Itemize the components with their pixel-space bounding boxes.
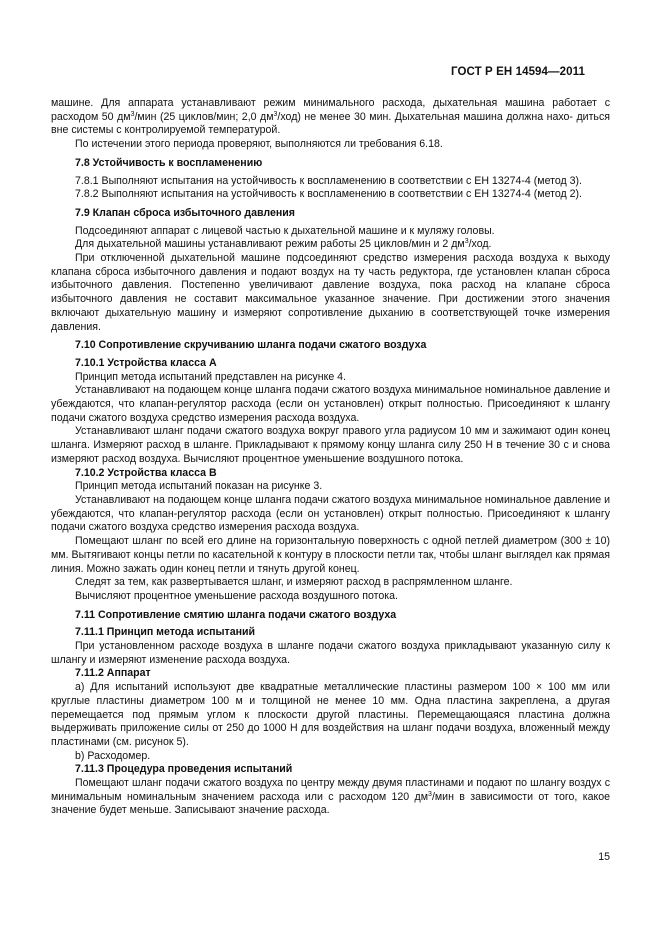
intro-line-2a: расходом 50 дм [51, 110, 131, 123]
paragraph-7-10-2-2: Устанавливают на подающем конце шланга подачи сжатого воздуха минимальное номинальное давление и убеждаются, что клапан-регулятор расхода (если он установлен) открыт полностью. Присоединяют к шлангу подачи сжатого воздуха средство измерения расхода воздуха. [51, 493, 610, 534]
superscript-3: 3 [130, 110, 135, 118]
paragraph-7-11-3-text: Помещают шланг подачи сжатого воздуха по центру между двумя пластинами и подают по шлангу воздух с минимальным номинальным значением расхода или с расходом 120 дм [51, 777, 610, 803]
paragraph-7-10-2-3: Помещают шланг по всей его длине на горизонтальную поверхность с одной петлей диаметром (300 ± 10) мм. Вытягивают концы петли по касательной к контуру в плоскости петли так, чтобы шланг выглядел как прямая линия. Можно зажать один конец петли и тянуть другой конец. [51, 535, 610, 575]
paragraph-7-8-2: 7.8.2 Выполняют испытания на устойчивость к воспламенению в соответствии с ЕН 13274-4 (метод 2). [75, 188, 582, 201]
section-heading-7-10: 7.10 Сопротивление скручиванию шланга подачи сжатого воздуха [75, 339, 427, 352]
paragraph-7-10-2-4: Следят за тем, как развертывается шланг, и измеряют расход в распрямленном шланге. [75, 576, 513, 589]
paragraph-7-10-1-2: Устанавливают на подающем конце шланга подачи сжатого воздуха минимальное номинальное давление и убеждаются, что клапан-регулятор расхода (если он установлен) открыт полностью. Присоединяют к шлангу подачи сжатого воздуха средство измерения расхода воздуха. [51, 384, 610, 424]
paragraph-7-9-3: При отключенной дыхательной машине подсоединяют средство измерения расхода воздуха к выходу клапана сброса избыточного давления и подают воздух на ту часть редуктора, где установлен клапан сброса избыточного давления. Постепенно увеличивают давление воздуха, пока расход на клапане сброса избыточного давления не составит максимальное указанное значение. При достижении этого значения включают дыхательную машину и измеряют сопротивление дыханию в соответствующей точке измерения давления. [51, 252, 610, 333]
intro-line-1: машине. Для аппарата устанавливают режим минимального расхода, дыхательная машина работает с [51, 97, 610, 109]
paragraph-7-9-1: Подсоединяют аппарат с лицевой частью к дыхательной машине и к муляжу головы. [75, 224, 495, 237]
page-number: 15 [598, 851, 610, 863]
paragraph-7-9-2-text: Для дыхательной машины устанавливают режим работы 25 циклов/мин и 2 дм [75, 238, 465, 251]
document-body [51, 97, 610, 818]
paragraph-7-11-2-a: а) Для испытаний используют две квадратные металлические пластины размером 100 × 100 мм или круглые пластины диаметром 100 м и толщиной не менее 10 мм. Одна пластина закреплена, а другая перемещается под прямым углом к плоскости другой пластины. Перемещающаяся пластина должна выдерживать приложение силы от 250 до 1000 Н для воздействия на шланг подачи воздуха, вложенный между пластинами (см. рисунок 5). [51, 681, 610, 748]
paragraph-7-10-1-1: Принцип метода испытаний представлен на рисунке 4. [75, 370, 346, 383]
section-heading-7-11: 7.11 Сопротивление смятию шланга подачи сжатого воздуха [75, 608, 397, 621]
superscript-3: 3 [273, 110, 278, 118]
superscript-3: 3 [464, 238, 469, 246]
intro-line-2c: /ход) не менее 30 мин. Дыхательная машина должна нахо- [277, 110, 573, 123]
subsection-heading-7-10-1: 7.10.1 Устройства класса А [75, 356, 217, 369]
subsection-heading-7-11-3: 7.11.3 Процедура проведения испытаний [75, 763, 293, 776]
intro-paragraph [51, 97, 610, 138]
paragraph-7-10-2-1: Принцип метода испытаний показан на рисунке 3. [75, 480, 323, 493]
subsection-heading-7-11-2: 7.11.2 Аппарат [75, 667, 151, 680]
subsection-heading-7-11-1: 7.11.1 Принцип метода испытаний [75, 626, 256, 639]
paragraph-7-11-3 [51, 777, 610, 818]
section-heading-7-8: 7.8 Устойчивость к воспламенению [75, 156, 263, 169]
subsection-heading-7-10-2: 7.10.2 Устройства класса В [75, 466, 217, 479]
page-header-title: ГОСТ Р ЕН 14594—2011 [450, 66, 585, 78]
paragraph-7-11-2-b: b) Расходомер. [75, 749, 151, 762]
paragraph-7-9-2 [51, 238, 610, 252]
paragraph-7-11-3-tail: /мин в зависимости от того, какое значение будет меньше. Записывают значение расхода. [51, 790, 610, 817]
intro-line-3: диться вне системы с контролируемой температурой. [51, 110, 610, 137]
intro-paragraph-2: По истечении этого периода проверяют, выполняются ли требования 6.18. [75, 138, 443, 151]
paragraph-7-11-1: При установленном расходе воздуха в шланге подачи сжатого воздуха прикладывают указанную силу к шлангу и измеряют изменение расхода воздуха. [51, 640, 610, 666]
paragraph-7-8-1: 7.8.1 Выполняют испытания на устойчивость к воспламенению в соответствии с ЕН 13274-4 (метод 3). [75, 174, 582, 187]
paragraph-7-10-2-5: Вычисляют процентное уменьшение расхода воздушного потока. [75, 589, 398, 602]
paragraph-7-10-1-3: Устанавливают шланг подачи сжатого воздуха вокруг правого угла радиусом 10 мм и зажимают один конец шланга. Измеряют расход в шланге. Прикладывают к прямому концу шланга силу 250 Н в течение 30 с и снова измеряют расход воздуха. Вычисляют процентное уменьшение воздушного потока. [51, 425, 610, 465]
paragraph-7-9-2-tail: /ход. [468, 238, 492, 251]
intro-line-2b: /мин (25 циклов/мин; 2,0 дм [134, 110, 274, 123]
section-heading-7-9: 7.9 Клапан сброса избыточного давления [75, 206, 295, 219]
intro-block [51, 97, 610, 152]
superscript-3: 3 [428, 790, 432, 798]
